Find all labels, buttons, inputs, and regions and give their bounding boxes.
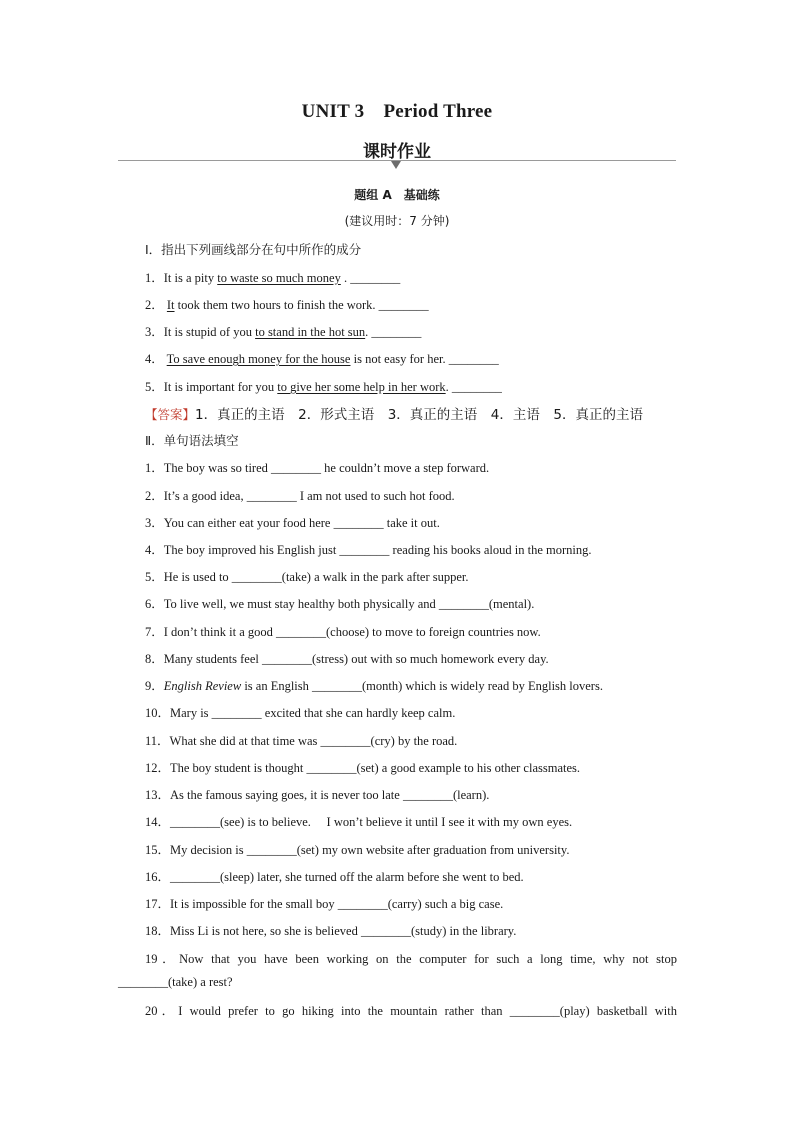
fill-blank-item-19-line1: 19．Now that you have been working on the computer for such a long time, why not stop bbox=[145, 952, 677, 966]
fill-blank-item: 11．What she did at that time was ________(cry) by the road. bbox=[145, 734, 458, 748]
fill-blank-item: 1．The boy was so tired ________ he couldn’t move a step forward. bbox=[145, 461, 490, 475]
answer-line bbox=[145, 403, 643, 423]
fill-blank-item: 12．The boy student is thought ________(set) a good example to his other classmates. bbox=[145, 761, 580, 775]
underlined-phrase: to stand in the hot sun bbox=[255, 325, 366, 339]
underlined-phrase: to waste so much money bbox=[217, 271, 341, 285]
fill-blank-item: 8．Many students feel ________(stress) out with so much homework every day. bbox=[145, 652, 549, 666]
group-heading: 题组 A 基础练 bbox=[354, 188, 440, 202]
fill-blank-item: 2．It’s a good idea, ________ I am not used to such hot food. bbox=[145, 489, 455, 503]
underlined-phrase: To save enough money for the house bbox=[166, 352, 351, 366]
section1-item: 5．It is important for you to give her some help in her work. ________ bbox=[145, 380, 502, 394]
page-subtitle: 课时作业 bbox=[363, 142, 431, 162]
fill-blank-item: 18．Miss Li is not here, so she is believed ________(study) in the library. bbox=[145, 924, 517, 938]
suggested-time: (建议用时：7 分钟) bbox=[344, 214, 450, 228]
fill-blank-item: 15．My decision is ________(set) my own website after graduation from university. bbox=[145, 843, 570, 857]
fill-blank-item: 13．As the famous saying goes, it is never too late ________(learn). bbox=[145, 788, 490, 802]
fill-blank-item: 7．I don’t think it a good ________(choose) to move to foreign countries now. bbox=[145, 625, 541, 639]
fill-blank-item: 6．To live well, we must stay healthy both physically and ________(mental). bbox=[145, 597, 535, 611]
fill-blank-item: 5．He is used to ________(take) a walk in the park after supper. bbox=[145, 570, 469, 584]
section1-item: 2． It took them two hours to finish the work. ________ bbox=[145, 298, 429, 312]
underlined-phrase: It bbox=[166, 298, 175, 312]
fill-blank-item: 10．Mary is ________ excited that she can hardly keep calm. bbox=[145, 706, 456, 720]
fill-blank-item-20-line1: 20．I would prefer to go hiking into the mountain rather than ________(play) basketball with bbox=[145, 1004, 677, 1018]
section2-heading: Ⅱ．单句语法填空 bbox=[145, 433, 239, 448]
fill-blank-item: 16．________(sleep) later, she turned off the alarm before she went to bed. bbox=[145, 870, 524, 884]
section1-item: 4． To save enough money for the house is not easy for her. ________ bbox=[145, 352, 499, 366]
underlined-phrase: to give her some help in her work bbox=[277, 380, 446, 394]
fill-blank-item: 9．English Review is an English ________(month) which is widely read by English lovers. bbox=[145, 679, 603, 693]
section1-item: 3．It is stupid of you to stand in the hot sun. ________ bbox=[145, 325, 422, 339]
fill-blank-item: 3．You can either eat your food here ________ take it out. bbox=[145, 516, 440, 530]
fill-blank-item: 14．________(see) is to believe. I won’t believe it until I see it with my own eyes. bbox=[145, 815, 573, 829]
magazine-title: English Review bbox=[163, 679, 242, 693]
triangle-marker-icon bbox=[391, 161, 401, 169]
answer-tag: 【答案】 bbox=[145, 407, 196, 422]
answer-text: 1．真正的主语 2．形式主语 3．真正的主语 4．主语 5．真正的主语 bbox=[195, 407, 643, 423]
section1-item: 1．It is a pity to waste so much money . ________ bbox=[145, 271, 401, 285]
fill-blank-item-19-line2: ________(take) a rest? bbox=[118, 975, 233, 989]
section1-heading: Ⅰ．指出下列画线部分在句中所作的成分 bbox=[145, 242, 362, 257]
page-title: UNIT 3 Period Three bbox=[301, 101, 493, 122]
fill-blank-item: 17．It is impossible for the small boy ________(carry) such a big case. bbox=[145, 897, 504, 911]
fill-blank-item: 4．The boy improved his English just ________ reading his books aloud in the morning. bbox=[145, 543, 592, 557]
